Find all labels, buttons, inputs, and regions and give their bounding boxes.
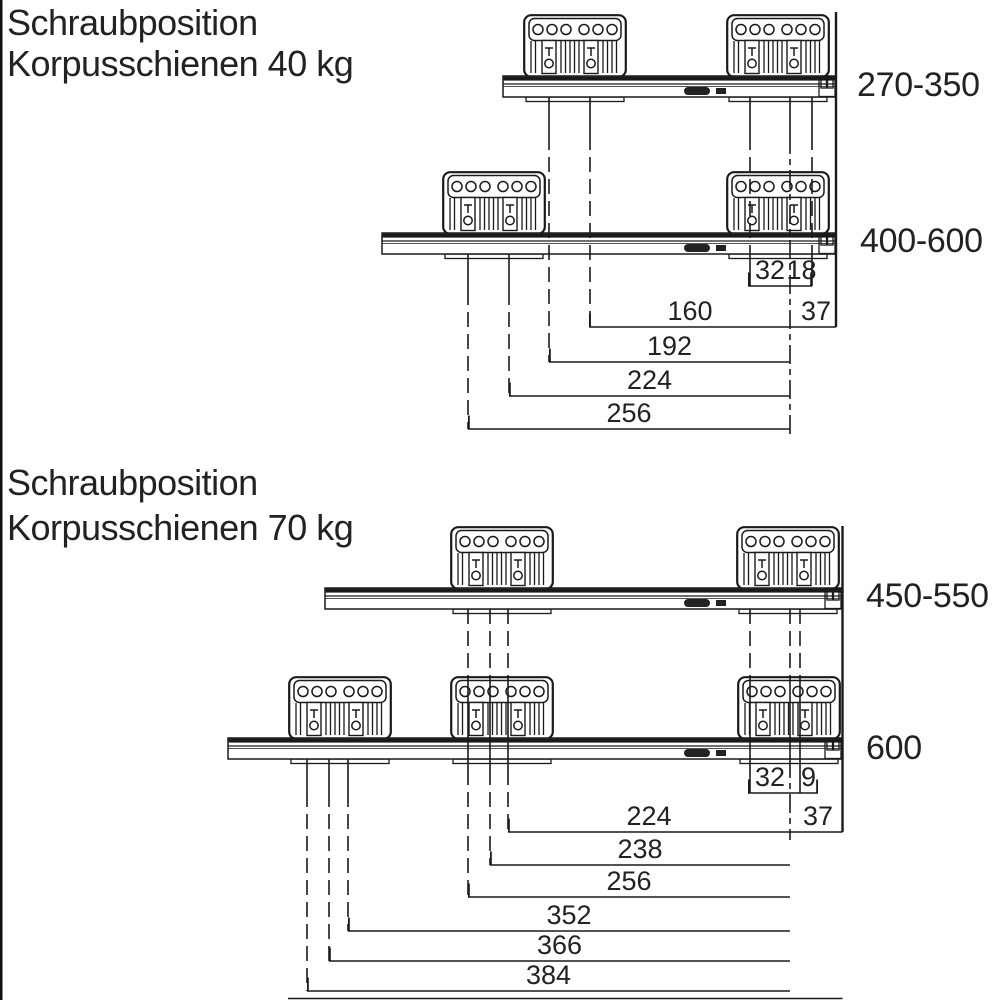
mounting-bracket: [727, 172, 829, 234]
dimension-value: 192: [646, 331, 693, 361]
dimension-value: 160: [667, 296, 713, 326]
rail-270-350: [503, 15, 836, 101]
rail-top-band: [383, 234, 836, 238]
dimension-value: 366: [536, 930, 583, 960]
mounting-bracket: [738, 677, 840, 739]
dimension-line: [490, 834, 790, 865]
dimension-value: 256: [606, 398, 652, 428]
rail-top-band: [326, 589, 842, 593]
dimension-value: 352: [546, 900, 592, 930]
dimension-value: 256: [606, 866, 652, 896]
rail-450-550: [325, 527, 842, 613]
rail-clip: [684, 87, 710, 95]
rail-400-600: [382, 172, 836, 258]
dimension-line: [468, 398, 790, 429]
section-title: Korpusschienen 70 kg: [7, 507, 354, 548]
rail-length-label: 600: [866, 729, 922, 767]
mounting-bracket: [451, 677, 553, 739]
page-edge-line: [0, 0, 3, 1000]
rail-clip: [716, 750, 726, 756]
dimension-line: [748, 255, 817, 286]
dimension-line: [549, 331, 790, 362]
dimension-value: 238: [617, 834, 663, 864]
dimension-line: [307, 960, 790, 991]
dimension-value: 32: [754, 762, 786, 792]
section-title: Schraubposition: [7, 2, 258, 43]
dimension-line: [748, 762, 818, 793]
rail-length-label: 270-350: [857, 66, 980, 104]
mounting-bracket: [727, 15, 829, 77]
section-title: Korpusschienen 40 kg: [7, 43, 354, 84]
dimension-value: 224: [626, 365, 673, 395]
mounting-bracket: [443, 172, 545, 234]
dimension-value: 37: [800, 296, 832, 326]
dimension-line: [589, 296, 836, 327]
dimension-line: [348, 900, 790, 931]
dimension-value: 18: [786, 255, 817, 285]
rail-clip: [716, 88, 726, 94]
dimension-line: [329, 930, 790, 961]
rail-clip: [716, 600, 726, 606]
section-70kg: [7, 462, 989, 999]
dimension-value: 32: [754, 255, 786, 285]
rail-length-label: 450-550: [866, 577, 989, 615]
dimension-value: 384: [525, 960, 572, 990]
dimension-line: [468, 866, 790, 897]
mounting-bracket: [289, 677, 391, 739]
mounting-bracket: [524, 15, 626, 77]
dimension-line: [508, 801, 843, 832]
dimension-value: 9: [800, 762, 817, 792]
mounting-bracket: [737, 527, 839, 589]
rail-top-band: [504, 77, 836, 81]
dimension-value: 224: [626, 801, 672, 831]
rail-clip: [684, 244, 710, 252]
dimension-value: 37: [802, 801, 834, 831]
rail-clip: [684, 749, 710, 757]
section-title: Schraubposition: [7, 462, 258, 503]
rail-clip: [716, 245, 726, 251]
dimension-line: [509, 365, 790, 396]
rail-length-label: 400-600: [860, 222, 983, 260]
mounting-bracket: [451, 527, 553, 589]
rail-clip: [684, 599, 710, 607]
section-40kg: [7, 2, 983, 438]
